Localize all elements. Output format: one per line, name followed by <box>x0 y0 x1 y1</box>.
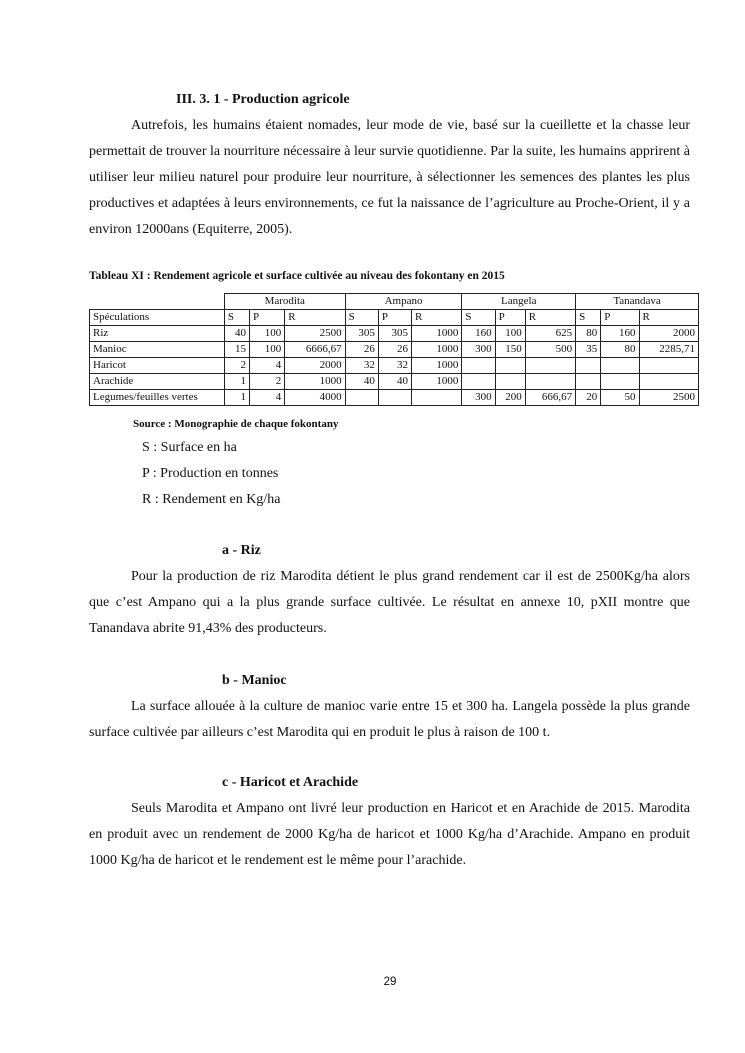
sub-header: P <box>601 310 639 326</box>
table-cell: 1 <box>224 374 249 390</box>
legend-production: P : Production en tonnes <box>142 466 279 481</box>
group-header: Langela <box>462 294 576 310</box>
group-header: Ampano <box>345 294 462 310</box>
sub-header: R <box>285 310 345 326</box>
table-cell <box>378 390 411 406</box>
table-cell: 26 <box>345 342 378 358</box>
table-cell: 2500 <box>639 390 699 406</box>
legend-surface: S : Surface en ha <box>142 440 237 455</box>
table-cell <box>495 374 525 390</box>
sub-header: R <box>525 310 575 326</box>
table-cell: 2 <box>250 374 285 390</box>
table-cell: 1 <box>224 390 249 406</box>
table-cell: 2 <box>224 358 249 374</box>
table-cell: 20 <box>576 390 601 406</box>
intro-paragraph: Autrefois, les humains étaient nomades, leur mode de vie, basé sur la cueillette et la chasse leur permettait de trouver la nourriture nécessaire à leur survie quotidienne. Par la suite, les humains apprirent à utiliser leur milieu naturel pour produire leur nourriture, à sélectionner les semences des plantes les plus productives et adaptées à leurs environnements, ce fut la naissance de l’agriculture au Proche-Orient, il y a environ 12000ans (Equiterre, 2005). <box>89 118 690 237</box>
row-label: Haricot <box>90 358 225 374</box>
table-cell <box>639 374 699 390</box>
sub-header: S <box>224 310 249 326</box>
first-column-header: Spéculations <box>90 310 225 326</box>
table-cell: 500 <box>525 342 575 358</box>
table-cell <box>412 390 462 406</box>
table-cell: 40 <box>224 326 249 342</box>
table-cell <box>576 358 601 374</box>
section-heading: III. 3. 1 - Production agricole <box>176 92 350 107</box>
row-label: Riz <box>90 326 225 342</box>
table-caption: Tableau XI : Rendement agricole et surface cultivée au niveau des fokontany en 2015 <box>89 270 505 282</box>
yield-table <box>89 293 699 406</box>
table-cell: 200 <box>495 390 525 406</box>
table-cell: 1000 <box>412 342 462 358</box>
sub-header: R <box>639 310 699 326</box>
table-cell: 32 <box>345 358 378 374</box>
table-cell: 6666,67 <box>285 342 345 358</box>
sub-header: R <box>412 310 462 326</box>
riz-paragraph: Pour la production de riz Marodita détient le plus grand rendement car il est de 2500Kg/ha alors que c’est Ampano qui a la plus grande surface cultivée. Le résultat en annexe 10, pXII montre que Tanandava abrite 91,43% des producteurs. <box>89 569 690 636</box>
table-cell: 1000 <box>285 374 345 390</box>
table-row <box>90 390 699 406</box>
table-cell: 2000 <box>639 326 699 342</box>
table-row <box>90 358 699 374</box>
table-cell: 160 <box>462 326 495 342</box>
table-cell: 150 <box>495 342 525 358</box>
table-cell <box>601 374 639 390</box>
table-cell <box>601 358 639 374</box>
row-label: Arachide <box>90 374 225 390</box>
table-cell: 4000 <box>285 390 345 406</box>
table-cell: 32 <box>378 358 411 374</box>
table-cell <box>495 358 525 374</box>
table-cell: 1000 <box>412 358 462 374</box>
haricot-heading: c - Haricot et Arachide <box>222 775 359 790</box>
table-cell: 4 <box>250 390 285 406</box>
table-source: Source : Monographie de chaque fokontany <box>133 418 339 430</box>
sub-header: P <box>250 310 285 326</box>
group-header-row <box>90 294 699 310</box>
table-cell: 100 <box>250 326 285 342</box>
table-cell: 2000 <box>285 358 345 374</box>
legend-rendement: R : Rendement en Kg/ha <box>142 492 281 507</box>
table-cell: 160 <box>601 326 639 342</box>
table-row <box>90 342 699 358</box>
sub-header: S <box>462 310 495 326</box>
sub-header: S <box>576 310 601 326</box>
sub-header: P <box>378 310 411 326</box>
group-header: Marodita <box>224 294 345 310</box>
table-cell: 305 <box>378 326 411 342</box>
table-cell: 4 <box>250 358 285 374</box>
table-cell <box>525 374 575 390</box>
riz-heading: a - Riz <box>222 543 261 558</box>
table-cell: 305 <box>345 326 378 342</box>
table-cell: 26 <box>378 342 411 358</box>
sub-header: P <box>495 310 525 326</box>
group-header: Tanandava <box>576 294 699 310</box>
table-cell: 100 <box>250 342 285 358</box>
table-cell: 40 <box>345 374 378 390</box>
manioc-heading: b - Manioc <box>222 673 287 688</box>
table-cell <box>525 358 575 374</box>
table-corner <box>90 294 225 310</box>
table-cell <box>462 374 495 390</box>
table-cell: 80 <box>576 326 601 342</box>
table-cell <box>639 358 699 374</box>
row-label: Legumes/feuilles vertes <box>90 390 225 406</box>
table-cell: 1000 <box>412 326 462 342</box>
table-cell: 300 <box>462 390 495 406</box>
table-cell: 15 <box>224 342 249 358</box>
table-row <box>90 326 699 342</box>
table-row <box>90 374 699 390</box>
sub-header: S <box>345 310 378 326</box>
table-cell: 1000 <box>412 374 462 390</box>
table-cell: 625 <box>525 326 575 342</box>
table-cell: 50 <box>601 390 639 406</box>
table-cell: 666,67 <box>525 390 575 406</box>
table-cell: 40 <box>378 374 411 390</box>
row-label: Manioc <box>90 342 225 358</box>
manioc-paragraph: La surface allouée à la culture de manioc varie entre 15 et 300 ha. Langela possède la plus grande surface cultivée par ailleurs c’est Marodita qui en produit le plus à raison de 100 t. <box>89 699 690 740</box>
sub-header-row <box>90 310 699 326</box>
table-cell: 2285,71 <box>639 342 699 358</box>
table-cell: 80 <box>601 342 639 358</box>
table-cell <box>576 374 601 390</box>
page-number: 29 <box>383 976 397 988</box>
table-cell: 100 <box>495 326 525 342</box>
table-cell: 35 <box>576 342 601 358</box>
haricot-paragraph: Seuls Marodita et Ampano ont livré leur production en Haricot et en Arachide de 2015. Marodita en produit avec un rendement de 2000 Kg/ha de haricot et 1000 Kg/ha d’Arachide. Ampano en produit 1000 Kg/ha de haricot et le rendement est le même pour l’arachide. <box>89 801 690 868</box>
table-cell <box>462 358 495 374</box>
table-cell: 2500 <box>285 326 345 342</box>
table-cell <box>345 390 378 406</box>
table-cell: 300 <box>462 342 495 358</box>
